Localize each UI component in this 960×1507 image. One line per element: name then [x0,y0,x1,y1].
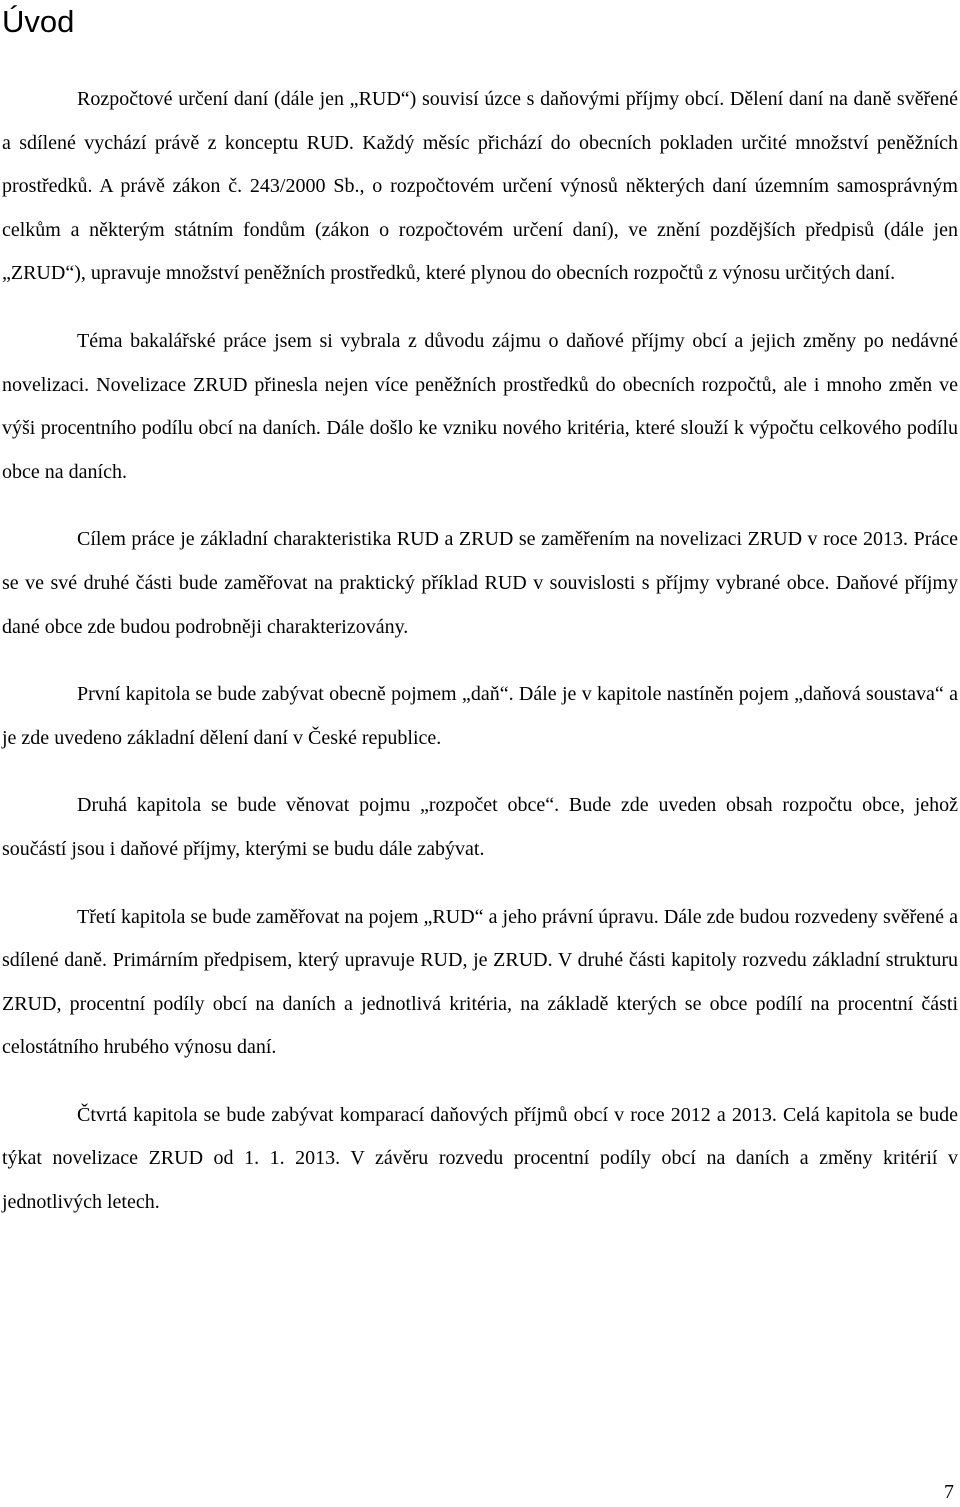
chapter-heading: Úvod [2,4,75,39]
page-number: 7 [944,1481,954,1503]
paragraph-chapter-2: Druhá kapitola se bude věnovat pojmu „rozpočet obce“. Bude zde uveden obsah rozpočtu obce, jehož součástí jsou i daňové příjmy, kterými se budu dále zabývat. [2,794,958,860]
body-text [2,78,958,1225]
paragraph-topic-choice: Téma bakalářské práce jsem si vybrala z důvodu zájmu o daňové příjmy obcí a jejich změny po nedávné novelizaci. Novelizace ZRUD přinesla nejen více peněžních prostředků do obecních rozpočtů, ale i mnoho změn ve výši procentního podílu obcí na daních. Dále došlo ke vzniku nového kritéria, které slouží k výpočtu celkového podílu obce na daních. [2,329,958,483]
paragraph-intro-rud: Rozpočtové určení daní (dále jen „RUD“) souvisí úzce s daňovými příjmy obcí. Dělení daní na daně svěřené a sdílené vychází právě z konceptu RUD. Každý měsíc přichází do obecních pokladen určité množství peněžních prostředků. A právě zákon č. 243/2000 Sb., o rozpočtovém určení výnosů některých daní územním samosprávným celkům a některým státním fondům (zákon o rozpočtovém určení daní), ve znění pozdějších předpisů (dále jen „ZRUD“), upravuje množství peněžních prostředků, které plynou do obecních rozpočtů z výnosu určitých daní. [2,88,958,285]
paragraph-goal: Cílem práce je základní charakteristika RUD a ZRUD se zaměřením na novelizaci ZRUD v roce 2013. Práce se ve své druhé části bude zaměřovat na praktický příklad RUD v souvislosti s příjmy vybrané obce. Daňové příjmy dané obce zde budou podrobněji charakterizovány. [2,528,958,638]
paragraph-chapter-1: První kapitola se bude zabývat obecně pojmem „daň“. Dále je v kapitole nastíněn pojem „daňová soustava“ a je zde uvedeno základní dělení daní v České republice. [2,683,958,749]
paragraph-chapter-3: Třetí kapitola se bude zaměřovat na pojem „RUD“ a jeho právní úpravu. Dále zde budou rozvedeny svěřené a sdílené daně. Primárním předpisem, který upravuje RUD, je ZRUD. V druhé části kapitoly rozvedu základní strukturu ZRUD, procentní podíly obcí na daních a jednotlivá kritéria, na základě kterých se obce podílí na procentní části celostátního hrubého výnosu daní. [2,905,958,1059]
paragraph-chapter-4: Čtvrtá kapitola se bude zabývat komparací daňových příjmů obcí v roce 2012 a 2013. Celá kapitola se bude týkat novelizace ZRUD od 1. 1. 2013. V závěru rozvedu procentní podíly obcí na daních a změny kritérií v jednotlivých letech. [2,1103,958,1214]
